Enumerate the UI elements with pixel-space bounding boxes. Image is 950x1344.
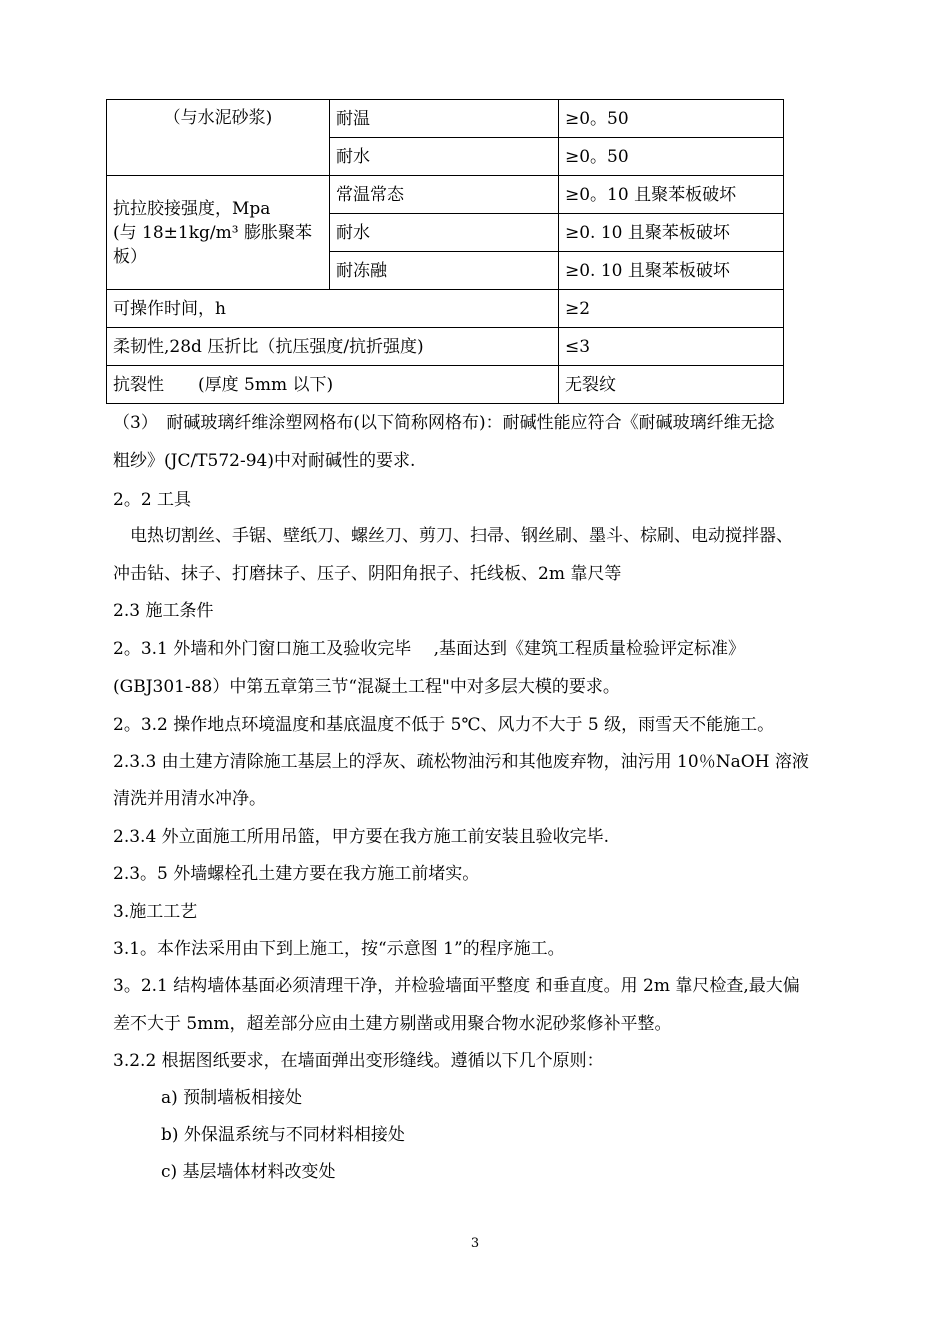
table-row xyxy=(107,366,784,404)
table-cell: 柔韧性,28d 压折比（抗压强度/抗折强度) xyxy=(107,328,559,366)
section-heading: 3.施工工艺 xyxy=(113,902,198,922)
table-row xyxy=(107,328,784,366)
cell-line: 板） xyxy=(113,246,147,267)
list-item: a) 预制墙板相接处 xyxy=(161,1088,303,1108)
table-cell: 常温常态 xyxy=(330,176,559,214)
cell-line: (与 18±1kg/m³ 膨胀聚苯 xyxy=(113,222,312,243)
table-cell: ≥0。10 且聚苯板破坏 xyxy=(559,176,784,214)
text-line: 2.3.4 外立面施工所用吊篮，甲方要在我方施工前安装且验收完毕. xyxy=(113,827,610,847)
table-cell: 耐温 xyxy=(330,100,559,138)
text-line: 清洗并用清水冲净。 xyxy=(113,789,266,809)
table-cell: ≤3 xyxy=(559,328,784,366)
text-line: 2.3.3 由土建方清除施工基层上的浮灰、疏松物油污和其他废弃物，油污用 10％NaOH 溶液 xyxy=(113,752,809,772)
text-line: 3.1。本作法采用由下到上施工，按“示意图 1”的程序施工。 xyxy=(113,939,565,959)
text-line: 2。3.1 外墙和外门窗口施工及验收完毕 ,基面达到《建筑工程质量检验评定标准》 xyxy=(113,639,746,659)
text-line: 3.2.2 根据图纸要求，在墙面弹出变形缝线。遵循以下几个原则： xyxy=(113,1051,604,1071)
table-row xyxy=(107,290,784,328)
spec-table xyxy=(106,99,784,404)
text-line: (GBJ301-88）中第五章第三节“混凝土工程"中对多层大模的要求。 xyxy=(113,677,620,697)
text-line: 2.3。5 外墙螺栓孔土建方要在我方施工前堵实。 xyxy=(113,864,480,884)
table-cell: 无裂纹 xyxy=(559,366,784,404)
table-cell: （与水泥砂浆) xyxy=(107,100,330,176)
section-heading: 2。2 工具 xyxy=(113,490,192,510)
table-cell: ≥0。50 xyxy=(559,138,784,176)
list-item: b) 外保温系统与不同材料相接处 xyxy=(161,1125,405,1145)
text-line: 3。2.1 结构墙体基面必须清理干净，并检验墙面平整度 和垂直度。用 2m 靠尺检查,最大偏 xyxy=(113,976,800,996)
table-cell: ≥0. 10 且聚苯板破坏 xyxy=(559,252,784,290)
cell-line: 抗拉胶接强度，Mpa xyxy=(113,198,271,219)
text-line: 冲击钻、抹子、打磨抹子、压子、阴阳角抿子、托线板、2m 靠尺等 xyxy=(113,564,622,584)
table-cell: 可操作时间，h xyxy=(107,290,559,328)
page-number: 3 xyxy=(470,1236,480,1251)
text-line: 差不大于 5mm，超差部分应由土建方剔凿或用聚合物水泥砂浆修补平整。 xyxy=(113,1014,672,1034)
text-line: （3） 耐碱玻璃纤维涂塑网格布(以下简称网格布)：耐碱性能应符合《耐碱玻璃纤维无捻 xyxy=(113,413,775,433)
table-cell xyxy=(107,176,330,290)
table-row xyxy=(107,176,784,214)
text-line: 电热切割丝、手锯、壁纸刀、螺丝刀、剪刀、扫帚、钢丝刷、墨斗、棕刷、电动搅拌器、 xyxy=(113,526,793,546)
table-cell: ≥0。50 xyxy=(559,100,784,138)
text-line: 粗纱》(JC/T572-94)中对耐碱性的要求. xyxy=(113,451,416,471)
table-cell: 耐水 xyxy=(330,138,559,176)
table-cell: 耐水 xyxy=(330,214,559,252)
table-cell: 抗裂性 (厚度 5mm 以下) xyxy=(107,366,559,404)
table-cell: ≥0. 10 且聚苯板破坏 xyxy=(559,214,784,252)
list-item: c) 基层墙体材料改变处 xyxy=(161,1162,336,1182)
table-cell: ≥2 xyxy=(559,290,784,328)
text-line: 2。3.2 操作地点环境温度和基底温度不低于 5℃、风力不大于 5 级，雨雪天不能施工。 xyxy=(113,715,775,735)
table-row xyxy=(107,100,784,138)
table-cell: 耐冻融 xyxy=(330,252,559,290)
section-heading: 2.3 施工条件 xyxy=(113,601,214,621)
